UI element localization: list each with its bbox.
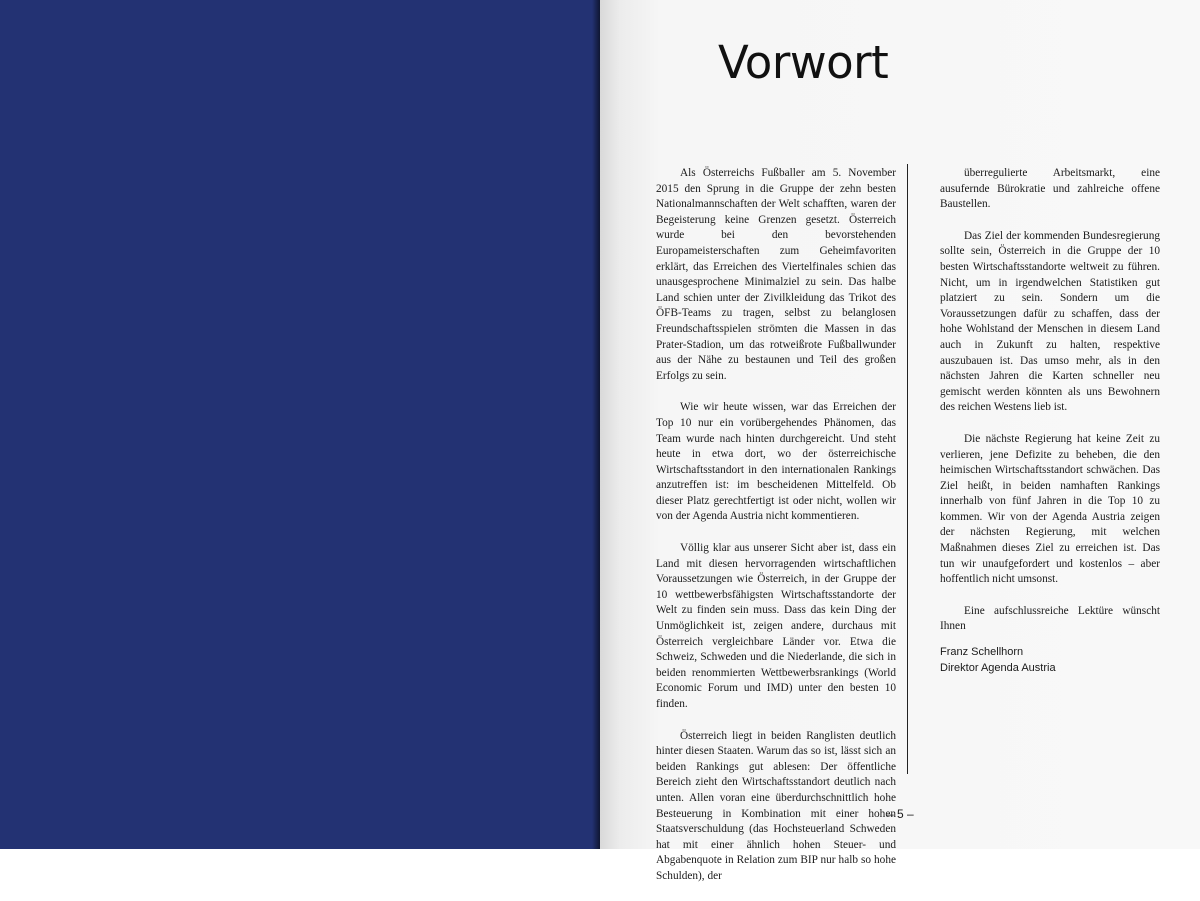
paragraph: Das Ziel der kommenden Bundesregierung sollte sein, Österreich in die Gruppe der 10 besten Wirtschaftsstandorte weltweit zu führen. Nicht, um in irgendwelchen Statistiken gut platziert zu sein. Sondern um die Voraussetzungen dafür zu schaffen, dass der hohe Wohlstand der Menschen in diesem Land auch in Zukunft zu halten, respektive auszubauen ist. Das umso mehr, als in den nächsten Jahren die Karten schneller neu gemischt werden könnten als uns Bewohnern des reichen Westens lieb ist. bbox=[940, 229, 1160, 414]
paragraph: Wie wir heute wissen, war das Erreichen der Top 10 nur ein vorübergehendes Phänomen, das Team wurde nach hinten durchgereicht. Und steht heute in etwa dort, wo der österreichische Wirtschaftsstandort in den internationalen Rankings anzutreffen ist: im bescheidenen Mittelfeld. Ob dieser Platz gerechtfertigt ist oder nicht, wollen wir von der Agenda Austria nicht kommentieren. bbox=[656, 401, 896, 523]
page-number: – 5 – bbox=[887, 807, 914, 821]
signature-role: Direktor Agenda Austria bbox=[940, 661, 1056, 674]
closing-line: Eine aufschlussreiche Lektüre wünscht Ihnen bbox=[940, 604, 1160, 633]
text-column-left bbox=[656, 166, 896, 901]
column-divider bbox=[907, 164, 908, 774]
left-page-blue bbox=[0, 0, 600, 849]
paragraph: Die nächste Regierung hat keine Zeit zu verlieren, jene Defizite zu beheben, die den heimischen Wirtschaftsstandort schwächen. Das Ziel heißt, in beiden namhaften Rankings innerhalb von fünf Jahren in die Top 10 zu kommen. Wir von der Agenda Austria zeigen der nächsten Regierung, mit welchen Maßnahmen dieses Ziel zu erreichen ist. Das tun wir unaufgefordert und kostenlos – aber hoffentlich nicht umsonst. bbox=[940, 432, 1160, 586]
signature-block bbox=[940, 645, 1160, 676]
paragraph: überregulierte Arbeitsmarkt, eine ausufernde Bürokratie und zahlreiche offene Baustellen. bbox=[940, 167, 1160, 211]
page-title: Vorwort bbox=[718, 36, 889, 89]
text-column-right bbox=[940, 166, 1160, 676]
paragraph: Völlig klar aus unserer Sicht aber ist, dass ein Land mit diesen hervorragenden wirtschaftlichen Voraussetzungen wie Österreich, in der Gruppe der 10 wettbewerbsfähigsten Wirtschaftsstandorte der Welt zu finden sein muss. Dass das kein Ding der Unmöglichkeit ist, zeigen andere, durchaus mit Österreich vergleichbare Länder vor. Etwa die Schweiz, Schweden und die Niederlande, die sich in beiden renommierten Wettbewerbsrankings (World Economic Forum und IMD) unter den besten 10 finden. bbox=[656, 542, 896, 710]
paragraph: Österreich liegt in beiden Ranglisten deutlich hinter diesen Staaten. Warum das so ist, lässt sich an beiden Rankings gut ablesen: Der öffentliche Bereich zieht den Wirtschaftsstandort deutlich nach unten. Allen voran eine überdurchschnittlich hohe Besteuerung in Kombination mit einer hohen Staatsverschuldung (das Hochsteuerland Schweden hat mit einer ähnlich hohen Steuer- und Abgabenquote in Relation zum BIP nur halb so hohe Schulden), der bbox=[656, 729, 896, 882]
right-page bbox=[600, 0, 1200, 882]
signature-name: Franz Schellhorn bbox=[940, 646, 1024, 659]
paragraph: Als Österreichs Fußballer am 5. November 2015 den Sprung in die Gruppe der zehn besten Nationalmannschaften der Welt schafften, waren der Begeisterung keine Grenzen gesetzt. Österreich wurde bei den bevorstehenden Europameisterschaften zum Geheimfavoriten erklärt, das Erreichen des Viertelfinales schien das unausgesprochene Minimalziel zu sein. Das halbe Land schien unter der Zivilkleidung das Trikot des ÖFB-Teams zu tragen, selbst zu belanglosen Freundschaftsspielen strömten die Massen in das Prater-Stadion, um das rotweißrote Fußballwunder aus der Nähe zu bestaunen und Teil des großen Erfolgs zu sein. bbox=[656, 167, 896, 382]
